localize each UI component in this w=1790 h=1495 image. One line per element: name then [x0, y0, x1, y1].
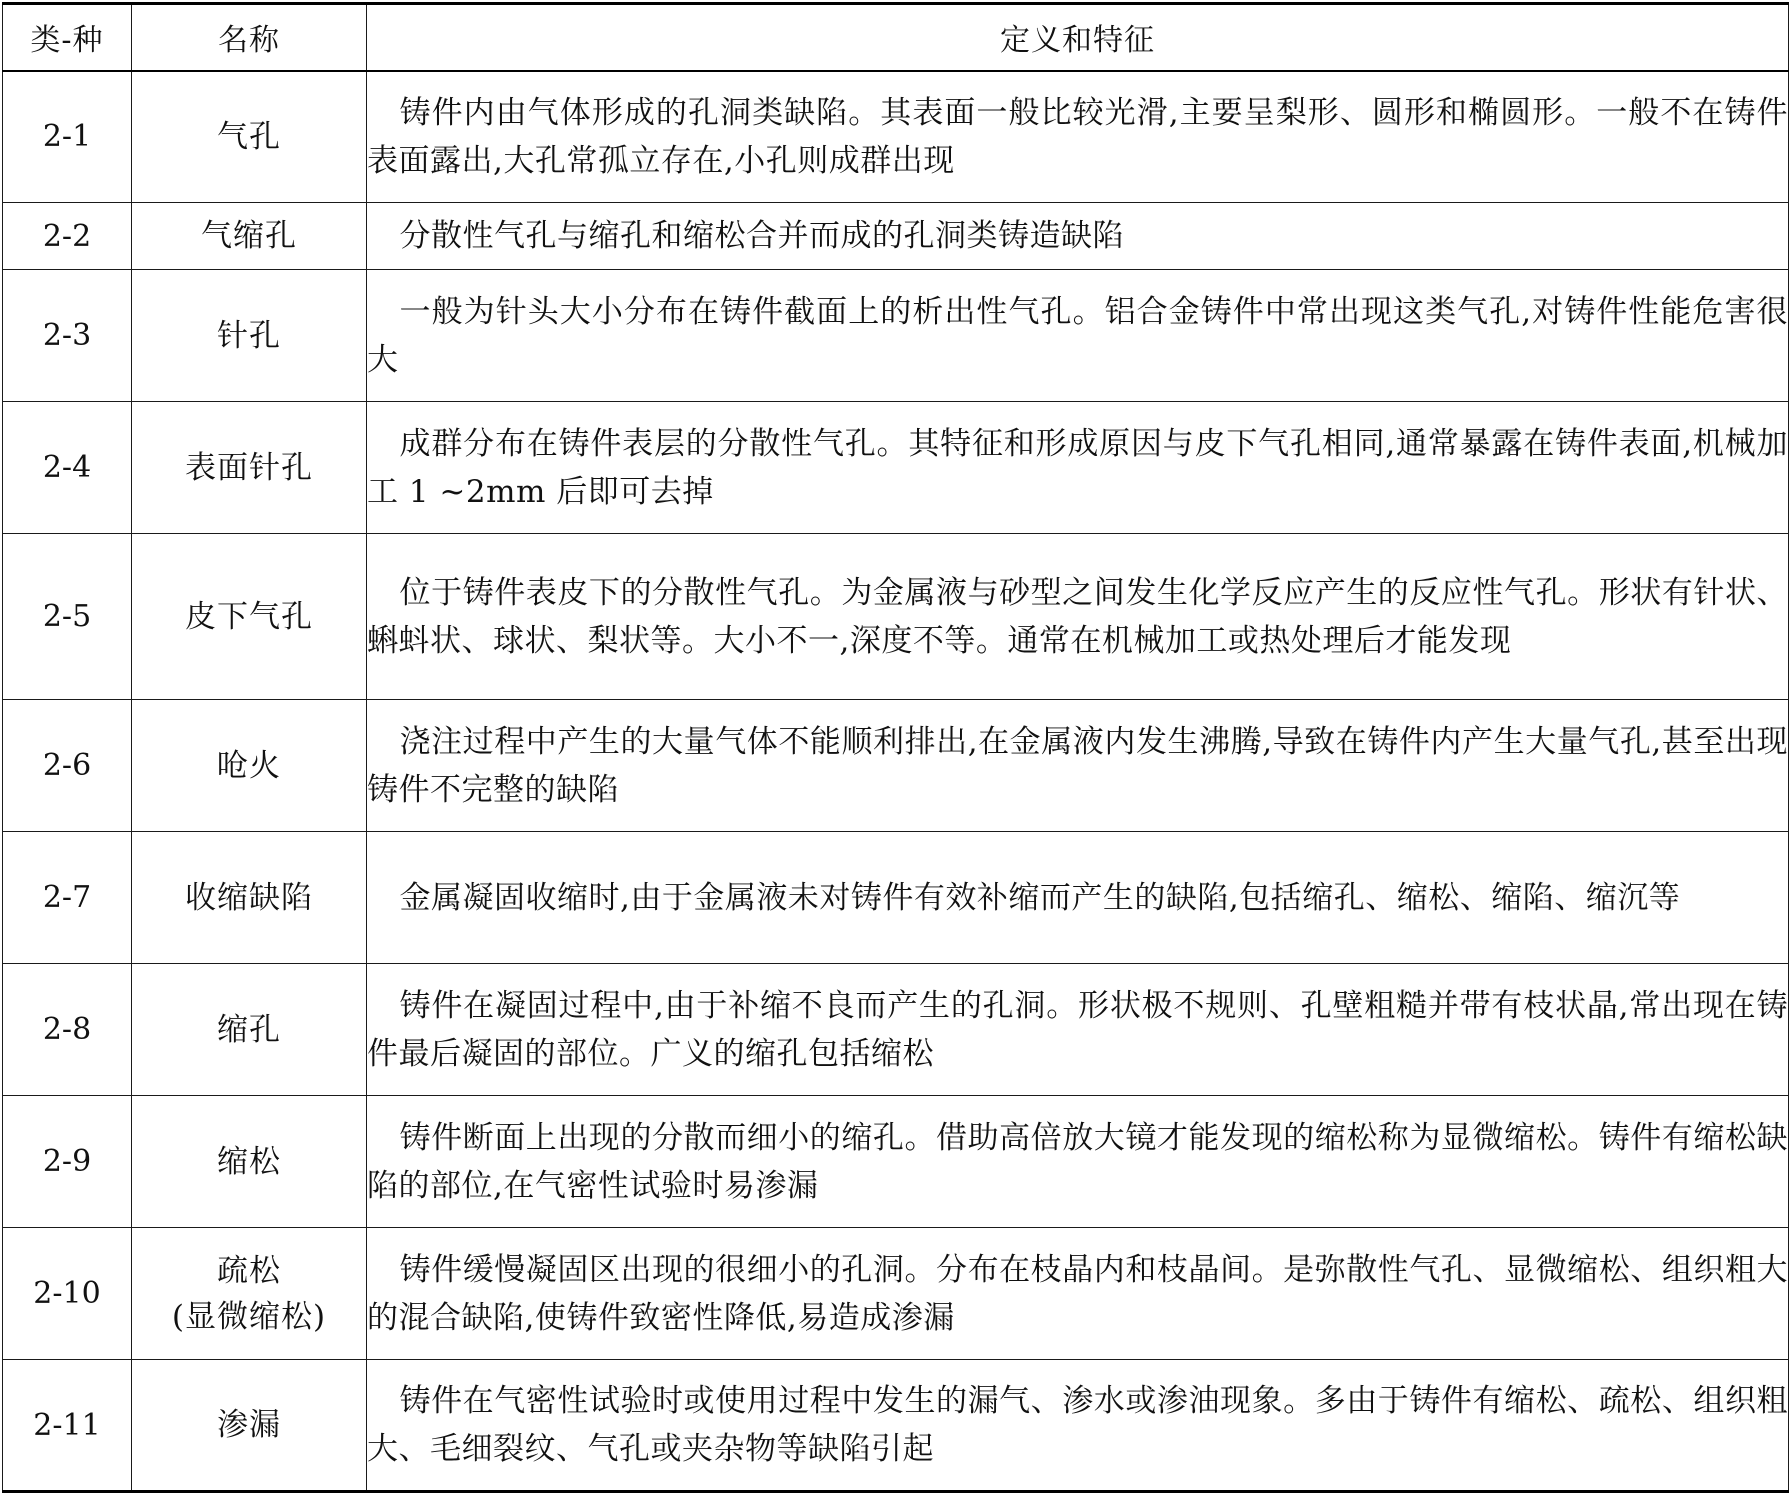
table-row	[3, 700, 1789, 832]
row-name-sub: (显微缩松)	[171, 1298, 327, 1335]
row-definition: 浇注过程中产生的大量气体不能顺利排出,在金属液内发生沸腾,导致在铸件内产生大量气孔,甚至出现铸件不完整的缺陷	[367, 700, 1789, 832]
row-definition: 成群分布在铸件表层的分散性气孔。其特征和形成原因与皮下气孔相同,通常暴露在铸件表面,机械加工 1 ~2mm 后即可去掉	[367, 402, 1789, 534]
header-code: 类-种	[3, 4, 132, 71]
row-name-main: 疏松	[217, 1252, 281, 1289]
row-name: 缩松	[132, 1096, 367, 1228]
row-code: 2-11	[3, 1360, 132, 1492]
table-row	[3, 1096, 1789, 1228]
table-row	[3, 1360, 1789, 1492]
defect-table	[2, 2, 1789, 1493]
row-name: 渗漏	[132, 1360, 367, 1492]
row-name: 收缩缺陷	[132, 832, 367, 964]
table-row	[3, 832, 1789, 964]
row-code: 2-9	[3, 1096, 132, 1228]
row-definition: 金属凝固收缩时,由于金属液未对铸件有效补缩而产生的缺陷,包括缩孔、缩松、缩陷、缩沉等	[367, 832, 1789, 964]
row-definition: 铸件内由气体形成的孔洞类缺陷。其表面一般比较光滑,主要呈梨形、圆形和椭圆形。一般不在铸件表面露出,大孔常孤立存在,小孔则成群出现	[367, 71, 1789, 203]
row-name: 气孔	[132, 71, 367, 203]
row-code: 2-4	[3, 402, 132, 534]
row-definition: 分散性气孔与缩孔和缩松合并而成的孔洞类铸造缺陷	[367, 203, 1789, 270]
row-code: 2-2	[3, 203, 132, 270]
header-definition: 定义和特征	[367, 4, 1789, 71]
row-code: 2-7	[3, 832, 132, 964]
row-code: 2-10	[3, 1228, 132, 1360]
row-code: 2-1	[3, 71, 132, 203]
table-row	[3, 964, 1789, 1096]
row-name: 表面针孔	[132, 402, 367, 534]
row-name: 缩孔	[132, 964, 367, 1096]
header-row	[3, 4, 1789, 71]
row-name: 呛火	[132, 700, 367, 832]
header-name: 名称	[132, 4, 367, 71]
table-row	[3, 402, 1789, 534]
table-row	[3, 1228, 1789, 1360]
row-name	[132, 1228, 367, 1360]
row-definition: 位于铸件表皮下的分散性气孔。为金属液与砂型之间发生化学反应产生的反应性气孔。形状有针状、蝌蚪状、球状、梨状等。大小不一,深度不等。通常在机械加工或热处理后才能发现	[367, 534, 1789, 700]
row-definition: 铸件缓慢凝固区出现的很细小的孔洞。分布在枝晶内和枝晶间。是弥散性气孔、显微缩松、组织粗大的混合缺陷,使铸件致密性降低,易造成渗漏	[367, 1228, 1789, 1360]
row-definition: 铸件在凝固过程中,由于补缩不良而产生的孔洞。形状极不规则、孔壁粗糙并带有枝状晶,常出现在铸件最后凝固的部位。广义的缩孔包括缩松	[367, 964, 1789, 1096]
row-name: 气缩孔	[132, 203, 367, 270]
row-code: 2-8	[3, 964, 132, 1096]
row-definition: 一般为针头大小分布在铸件截面上的析出性气孔。铝合金铸件中常出现这类气孔,对铸件性能危害很大	[367, 270, 1789, 402]
table-row	[3, 71, 1789, 203]
row-definition: 铸件断面上出现的分散而细小的缩孔。借助高倍放大镜才能发现的缩松称为显微缩松。铸件有缩松缺陷的部位,在气密性试验时易渗漏	[367, 1096, 1789, 1228]
row-name: 皮下气孔	[132, 534, 367, 700]
table-row	[3, 534, 1789, 700]
table-row	[3, 270, 1789, 402]
row-definition: 铸件在气密性试验时或使用过程中发生的漏气、渗水或渗油现象。多由于铸件有缩松、疏松、组织粗大、毛细裂纹、气孔或夹杂物等缺陷引起	[367, 1360, 1789, 1492]
table-row	[3, 203, 1789, 270]
row-code: 2-3	[3, 270, 132, 402]
row-code: 2-5	[3, 534, 132, 700]
row-code: 2-6	[3, 700, 132, 832]
row-name: 针孔	[132, 270, 367, 402]
